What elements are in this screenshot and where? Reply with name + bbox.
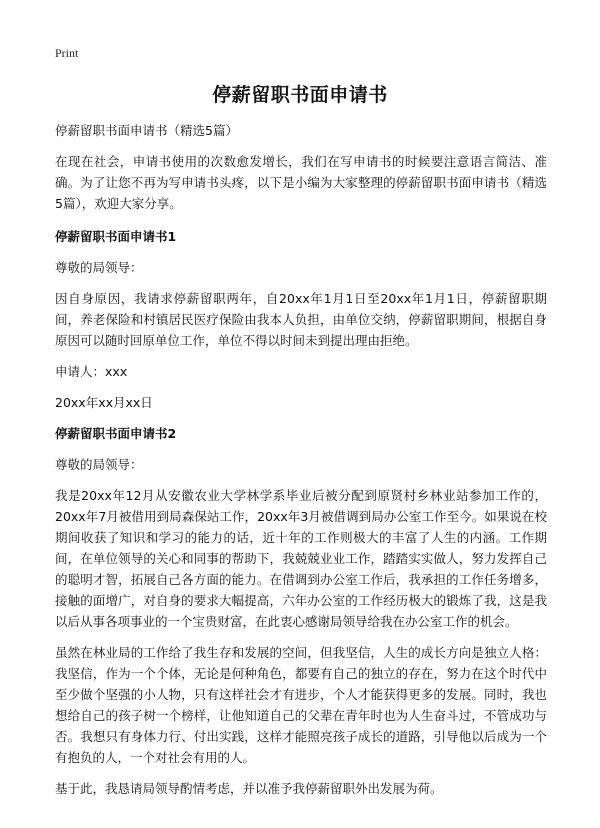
letter1-applicant: 申请人：xxx bbox=[55, 364, 128, 379]
letter2-paragraph-3: 基于此，我恳请局领导酌情考虑，并以准予我停薪留职外出发展为荷。 bbox=[55, 781, 443, 796]
letter1-date: 20xx年xx月xx日 bbox=[55, 395, 153, 410]
print-link[interactable]: Print bbox=[55, 46, 79, 60]
letter2-heading: 停薪留职书面申请书2 bbox=[55, 426, 177, 441]
letter1-body: 因自身原因，我请求停薪留职两年，自20xx年1月1日至20xx年1月1日，停薪留职期间，养老保险和村镇居民医疗保险由我本人负担，由单位交纳，停薪留职期间，根据自身原因可以随时回原单位工作，单位不得以时间未到提出理由拒绝。 bbox=[55, 291, 547, 348]
document-body bbox=[55, 120, 547, 809]
intro-paragraph: 在现在社会，申请书使用的次数愈发增长，我们在写申请书的时候要注意语言简洁、准确。为了让您不再为写申请书头疼，以下是小编为大家整理的停薪留职书面申请书（精选5篇），欢迎大家分享。 bbox=[55, 154, 547, 211]
letter1-heading: 停薪留职书面申请书1 bbox=[55, 229, 177, 244]
page-title: 停薪留职书面申请书 bbox=[212, 84, 388, 106]
document-subtitle: 停薪留职书面申请书（精选5篇） bbox=[55, 123, 238, 138]
letter2-paragraph-1: 我是20xx年12月从安徽农业大学林学系毕业后被分配到原贤村乡林业站参加工作的，20xx年7月被借用到局森保站工作，20xx年3月被借调到局办公室工作至今。如果说在校期间收获了知识和学习的能力的话，近十年的工作则极大的丰富了人生的内涵。工作期间，在单位领导的关心和同事的帮助下，我兢兢业业工作，踏踏实实做人，努力发挥自己的聪明才智，拓展自己各方面的能力。在借调到办公室工作后，我承担的工作任务增多，接触的面增广，对自身的要求大幅提高，六年办公室的工作经历极大的锻炼了我，这是我以后从事各项事业的一个宝贵财富，在此衷心感谢局领导给我在办公室工作的机会。 bbox=[55, 488, 547, 629]
letter2-salutation: 尊敬的局领导： bbox=[55, 457, 143, 472]
letter1-salutation: 尊敬的局领导： bbox=[55, 260, 143, 275]
letter2-paragraph-2: 虽然在林业局的工作给了我生存和发展的空间，但我坚信，人生的成长方向是独立人格：我坚信，作为一个个体，无论是何种角色，都要有自己的独立的存在，努力在这个时代中至少做个坚强的小人物，只有这样社会才有进步，个人才能获得更多的发展。同时，我也想给自己的孩子树一个榜样，让他知道自己的父辈在青年时也为人生奋斗过，不管成功与否。我想只有身体力行、付出实践，这样才能照亮孩子成长的道路，引导他以后成为一个有抱负的人，一个对社会有用的人。 bbox=[55, 645, 547, 765]
